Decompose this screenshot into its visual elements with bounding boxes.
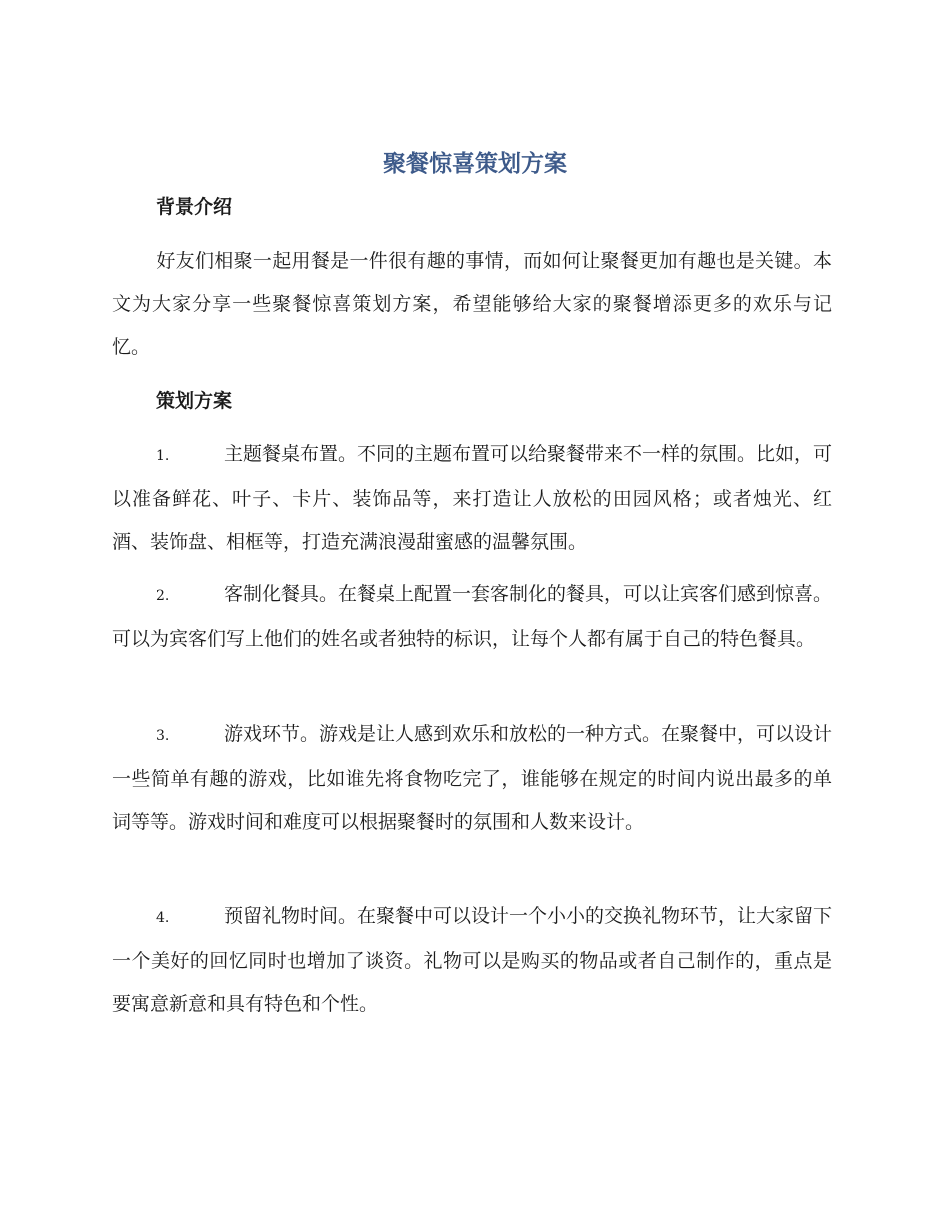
list-item-text: 客制化餐具。在餐桌上配置一套客制化的餐具，可以让宾客们感到惊喜。可以为宾客们写上他们的姓名或者独特的标识，让每个人都有属于自己的特色餐具。 <box>112 583 833 650</box>
list-item-number: 2. <box>156 588 170 604</box>
list-item-number: 4. <box>156 910 170 926</box>
background-paragraph <box>112 240 832 369</box>
list-item <box>112 433 832 564</box>
section-heading-plan: 策划方案 <box>156 390 233 412</box>
list-item <box>112 713 832 844</box>
list-item-text: 游戏环节。游戏是让人感到欢乐和放松的一种方式。在聚餐中，可以设计一些简单有趣的游戏，比如谁先将食物吃完了，谁能够在规定的时间内说出最多的单词等等。游戏时间和难度可以根据聚餐时的氛围和人数来设计。 <box>112 723 833 833</box>
list-item-text: 主题餐桌布置。不同的主题布置可以给聚餐带来不一样的氛围。比如，可以准备鲜花、叶子、卡片、装饰品等，来打造让人放松的田园风格；或者烛光、红酒、装饰盘、相框等，打造充满浪漫甜蜜感的温馨氛围。 <box>112 443 833 553</box>
background-paragraph-text: 好友们相聚一起用餐是一件很有趣的事情，而如何让聚餐更加有趣也是关键。本文为大家分享一些聚餐惊喜策划方案，希望能够给大家的聚餐增添更多的欢乐与记忆。 <box>112 250 832 358</box>
list-item-number: 1. <box>156 448 170 464</box>
list-item-text: 预留礼物时间。在聚餐中可以设计一个小小的交换礼物环节，让大家留下一个美好的回忆同时也增加了谈资。礼物可以是购买的物品或者自己制作的，重点是要寓意新意和具有特色和个性。 <box>112 905 833 1015</box>
list-item-number: 3. <box>156 728 170 744</box>
document-title: 聚餐惊喜策划方案 <box>383 150 567 177</box>
list-item <box>112 895 832 1026</box>
list-item <box>112 573 832 661</box>
section-heading-background: 背景介绍 <box>156 196 233 218</box>
